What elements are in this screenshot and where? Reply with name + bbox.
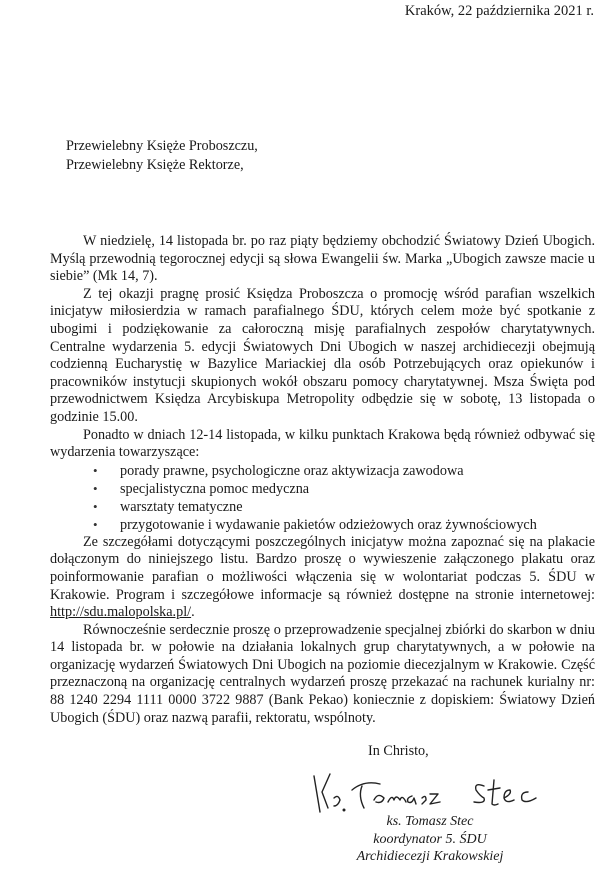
- paragraph-details: [50, 534, 595, 622]
- signatory-role: koordynator 5. ŚDU: [373, 831, 487, 847]
- website-link[interactable]: http://sdu.malopolska.pl/: [50, 604, 192, 621]
- paragraph-collection: Równocześnie serdecznie proszę o przeprowadzenie specjalnej zbiórki do skarbon w dniu 14 listopada br. w połowie na działania lokalnych grup charytatywnych, a w połowie na organizację wydarzeń Światowych Dni Ubogich na poziomie diecezjalnym w Krakowie. Część przeznaczoną na organizację centralnych wydarzeń proszę przekazać na rachunek kurialny nr: 88 1240 2294 1111 0000 3722 9887 (Bank Pekao) koniecznie z dopiskiem: Światowy Dzień Ubogich (ŚDU) oraz nazwą parafii, rektoratu, wspólnoty.: [50, 621, 595, 726]
- salutation-line-rector: Przewielebny Księże Rektorze,: [66, 157, 244, 173]
- letter-body: [50, 233, 595, 727]
- signatory-organization: Archidiecezji Krakowskiej: [356, 849, 504, 864]
- signatory-block: [300, 813, 560, 866]
- details-suffix: .: [191, 604, 195, 621]
- paragraph-intro: W niedzielę, 14 listopada br. po raz piąty będziemy obchodzić Światowy Dzień Ubogich. Myślą przewodnią tegorocznej edycji są słowa Ewangelii św. Marka „Ubogich zawsze macie u siebie” (Mk 14, 7).: [50, 233, 595, 285]
- event-item-packages: • przygotowanie i wydawanie pakietów odzieżowych oraz żywnościowych: [120, 516, 595, 534]
- paragraph-accompanying-events: Ponadto w dniach 12-14 listopada, w kilku punktach Krakowa będą również odbywać się wydarzenia towarzyszące:: [50, 426, 595, 461]
- event-item-workshops: • warsztaty tematyczne: [120, 498, 595, 516]
- salutation: [66, 137, 258, 175]
- handwritten-signature: [308, 768, 568, 816]
- event-item-medical: • specjalistyczna pomoc medyczna: [120, 480, 595, 498]
- salutation-line-pastor: Przewielebny Księże Proboszczu,: [66, 138, 258, 154]
- signatory-name: ks. Tomasz Stec: [386, 814, 474, 829]
- events-list: [50, 462, 595, 534]
- details-text: Ze szczegółami dotyczącymi poszczególnych inicjatyw można zapoznać się na plakacie dołączonym do niniejszego listu. Bardzo proszę o wywieszenie załączonego plakatu oraz poinformowanie parafian o możliwości włączenia się w wolontariat podczas 5. ŚDU w Krakowie. Program i szczegółowe informacje są również dostępne na stronie internetowej:: [50, 533, 595, 603]
- closing: In Christo,: [368, 743, 429, 759]
- event-item-legal: • porady prawne, psychologiczne oraz aktywizacja zawodowa: [120, 462, 595, 480]
- paragraph-initiatives: Z tej okazji pragnę prosić Księdza Proboszcza o promocję wśród parafian wszelkich inicjatyw miłosierdzia w ramach parafialnego ŚDU, których celem może być spotkanie z ubogimi i podziękowanie za całoroczną misję parafialnych zespołów charytatywnych. Centralne wydarzenia 5. edycji Światowych Dni Ubogich w naszej archidiecezji obejmują codzienną Eucharystię w Bazylice Mariackiej dla osób Potrzebujących oraz opiekunów i pracowników instytucji skupionych wokół obszaru pomocy charytatywnej. Msza Święta pod przewodnictwem Księdza Arcybiskupa Metropolity odbędzie się w sobotę, 13 listopada o godzinie 15.00.: [50, 285, 595, 425]
- letter-date: Kraków, 22 października 2021 r.: [404, 3, 594, 19]
